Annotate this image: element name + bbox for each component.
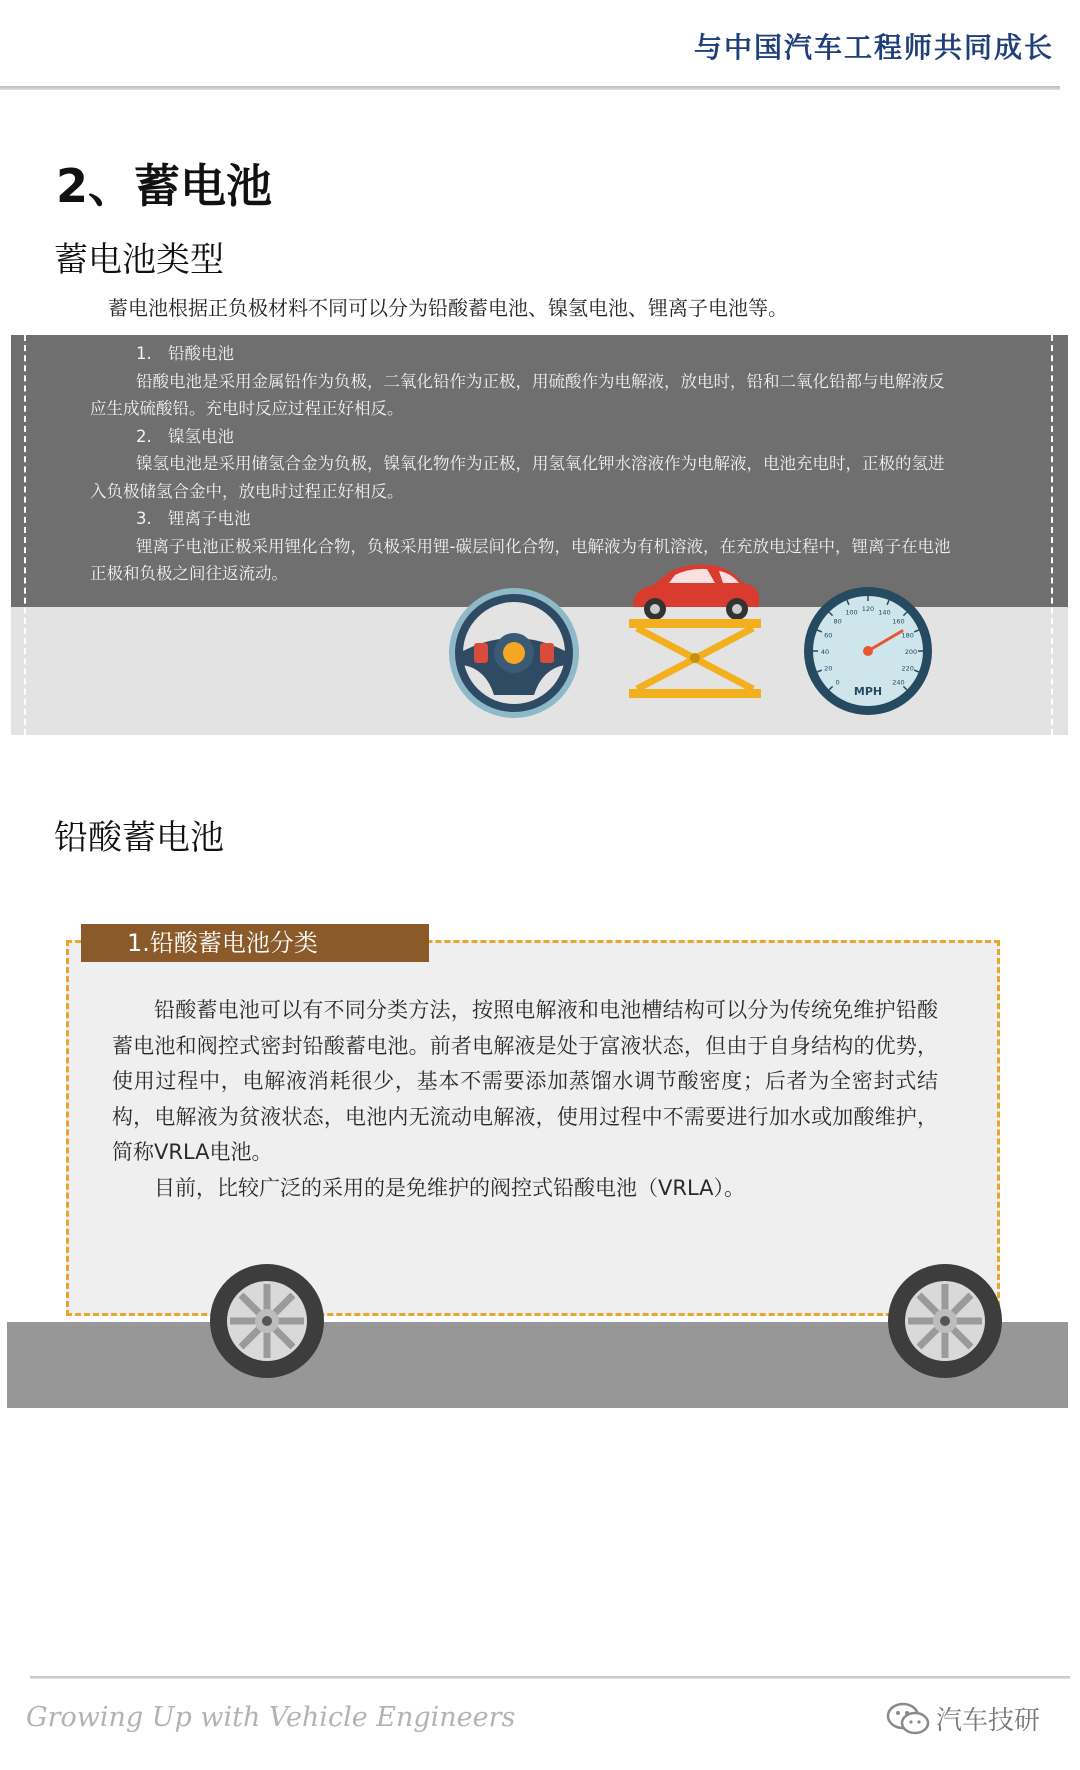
battery-types-list <box>90 340 1010 588</box>
gauge-unit-label: MPH <box>853 685 883 698</box>
item-name: 铅酸电池 <box>168 344 234 363</box>
lead-acid-card-text <box>112 993 938 1206</box>
gauge-tick-label: 140 <box>878 608 891 617</box>
steering-wheel-icon <box>446 585 582 721</box>
speedometer-icon <box>800 583 936 719</box>
footer-divider <box>30 1676 1070 1679</box>
header-divider <box>0 86 1060 90</box>
list-item-lithium <box>90 505 1010 588</box>
item-desc-line2: 应生成硫酸铅。充电时反应过程正好相反。 <box>90 399 404 418</box>
gauge-tick-label: 160 <box>892 617 905 626</box>
lead-acid-title: 铅酸蓄电池 <box>54 818 224 858</box>
item-desc-line1: 锂离子电池正极采用锂化合物，负极采用锂-碳层间化合物，电解液为有机溶液，在充放电过程中，锂离子在电池 <box>136 536 951 556</box>
gauge-tick-label: 180 <box>901 631 914 640</box>
gauge-tick-label: 0 <box>835 678 840 687</box>
gauge-tick-label: 80 <box>833 617 842 626</box>
car-on-lift-icon <box>625 555 765 705</box>
panel-dashed-border-right <box>1051 335 1053 735</box>
section-title: 2、蓄电池 <box>56 159 273 213</box>
gauge-tick-label: 60 <box>824 631 833 640</box>
card-title-tab: 1.铅酸蓄电池分类 <box>81 924 429 962</box>
item-desc-line1: 铅酸电池是采用金属铅作为负极，二氧化铅作为正极，用硫酸作为电解液，放电时，铅和二氧化铅都与电解液反 <box>136 371 945 391</box>
battery-types-intro: 蓄电池根据正负极材料不同可以分为铅酸蓄电池、镍氢电池、锂离子电池等。 <box>108 296 788 320</box>
battery-types-title: 蓄电池类型 <box>54 240 224 280</box>
gauge-tick-label: 40 <box>820 648 830 656</box>
footer-brand: 汽车技研 <box>936 1706 1041 1736</box>
gauge-tick-label: 200 <box>904 648 918 656</box>
item-number: 3. <box>136 509 152 528</box>
gauge-tick-label: 220 <box>901 664 914 673</box>
tire-icon-left <box>208 1262 326 1380</box>
header-title: 与中国汽车工程师共同成长 <box>693 31 1054 64</box>
item-name: 锂离子电池 <box>168 509 251 528</box>
item-desc-line2: 正极和负极之间往返流动。 <box>90 564 288 583</box>
gauge-tick-label: 100 <box>845 608 858 617</box>
gauge-tick-label: 120 <box>861 605 875 613</box>
card-paragraph-2: 目前，比较广泛的采用的是免维护的阀控式铅酸电池（VRLA）。 <box>154 1175 746 1200</box>
footer-slogan: Growing Up with Vehicle Engineers <box>26 1702 516 1733</box>
item-number: 1. <box>136 344 152 363</box>
wechat-icon <box>886 1702 930 1736</box>
panel-dashed-border-left <box>24 335 26 735</box>
list-item-nimh <box>90 423 1010 506</box>
gauge-tick-label: 240 <box>892 678 905 687</box>
list-item-lead-acid <box>90 340 1010 423</box>
tire-icon-right <box>886 1262 1004 1380</box>
item-number: 2. <box>136 426 152 446</box>
item-desc-line2: 入负极储氢合金中，放电时过程正好相反。 <box>90 481 404 501</box>
gauge-tick-label: 20 <box>824 664 833 673</box>
item-name: 镍氢电池 <box>168 426 234 446</box>
card-paragraph-1: 铅酸蓄电池可以有不同分类方法，按照电解液和电池槽结构可以分为传统免维护铅酸蓄电池和阀控式密封铅酸蓄电池。前者电解液是处于富液状态，但由于自身结构的优势，使用过程中，电解液消耗很少，基本不需要添加蒸馏水调节酸密度；后者为全密封式结构，电解液为贫液状态，电池内无流动电解液，使用过程中不需要进行加水或加酸维护，简称VRLA电池。 <box>112 998 938 1164</box>
item-desc-line1: 镍氢电池是采用储氢合金为负极，镍氧化物作为正极，用氢氧化钾水溶液作为电解液，电池充电时，正极的氢进 <box>136 454 945 473</box>
